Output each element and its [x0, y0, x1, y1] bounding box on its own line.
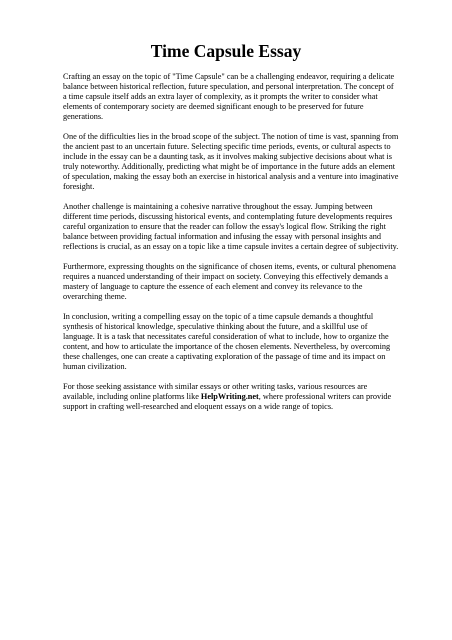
- helpwriting-link[interactable]: HelpWriting.net: [200, 392, 259, 401]
- paragraph-2: One of the difficulties lies in the broad scope of the subject. The notion of time is vast, spanning from the ancient past to an uncertain future. Selecting specific time periods, events, or cultural aspects to include in the essay can be a daunting task, as it involves making subjective decisions about what is truly noteworthy. Additionally, predicting what might be of importance in the future adds an element of speculation, making the essay both an exercise in historical analysis and a venture into imaginative foresight.: [63, 132, 399, 191]
- paragraph-6-text-after-link: , where professional writers can provide support in crafting well-researched and eloquent essays on a wide range of topics.: [63, 392, 392, 411]
- paragraph-6-text-before-link: For those seeking assistance with similar essays or other writing tasks, various resources are available, including online platforms like: [63, 382, 368, 401]
- paragraph-3: Another challenge is maintaining a cohesive narrative throughout the essay. Jumping between different time periods, discussing historical events, and contemplating future developments requires careful organization to ensure that the reader can follow the essay's logical flow. Striking the right balance between providing factual information and infusing the essay with personal insights and reflections is crucial, as an essay on a topic like a time capsule invites a certain degree of subjectivity.: [63, 202, 399, 251]
- paragraph-5: In conclusion, writing a compelling essay on the topic of a time capsule demands a thoughtful synthesis of historical knowledge, speculative thinking about the future, and a skillful use of language. It is a task that necessitates careful consideration of what to include, how to organize the content, and how to articulate the importance of the chosen elements. Nevertheless, by overcoming these challenges, one can create a captivating exploration of the passage of time and its impact on human civilization.: [63, 312, 391, 371]
- paragraph-1: Crafting an essay on the topic of "Time Capsule" can be a challenging endeavor, requiring a delicate balance between historical reflection, future speculation, and personal interpretation. The concept of a time capsule itself adds an extra layer of complexity, as it prompts the writer to consider what elements of contemporary society are deemed significant enough to be preserved for future generations.: [63, 72, 395, 121]
- paragraph-6: [63, 382, 399, 412]
- paragraph-4: Furthermore, expressing thoughts on the significance of chosen items, events, or cultural phenomena requires a nuanced understanding of their impact on society. Conveying this effectively demands a mastery of language to capture the essence of each element and convey its relevance to the overarching theme.: [63, 262, 396, 301]
- essay-body: [63, 72, 399, 422]
- page-title: Time Capsule Essay: [150, 41, 302, 61]
